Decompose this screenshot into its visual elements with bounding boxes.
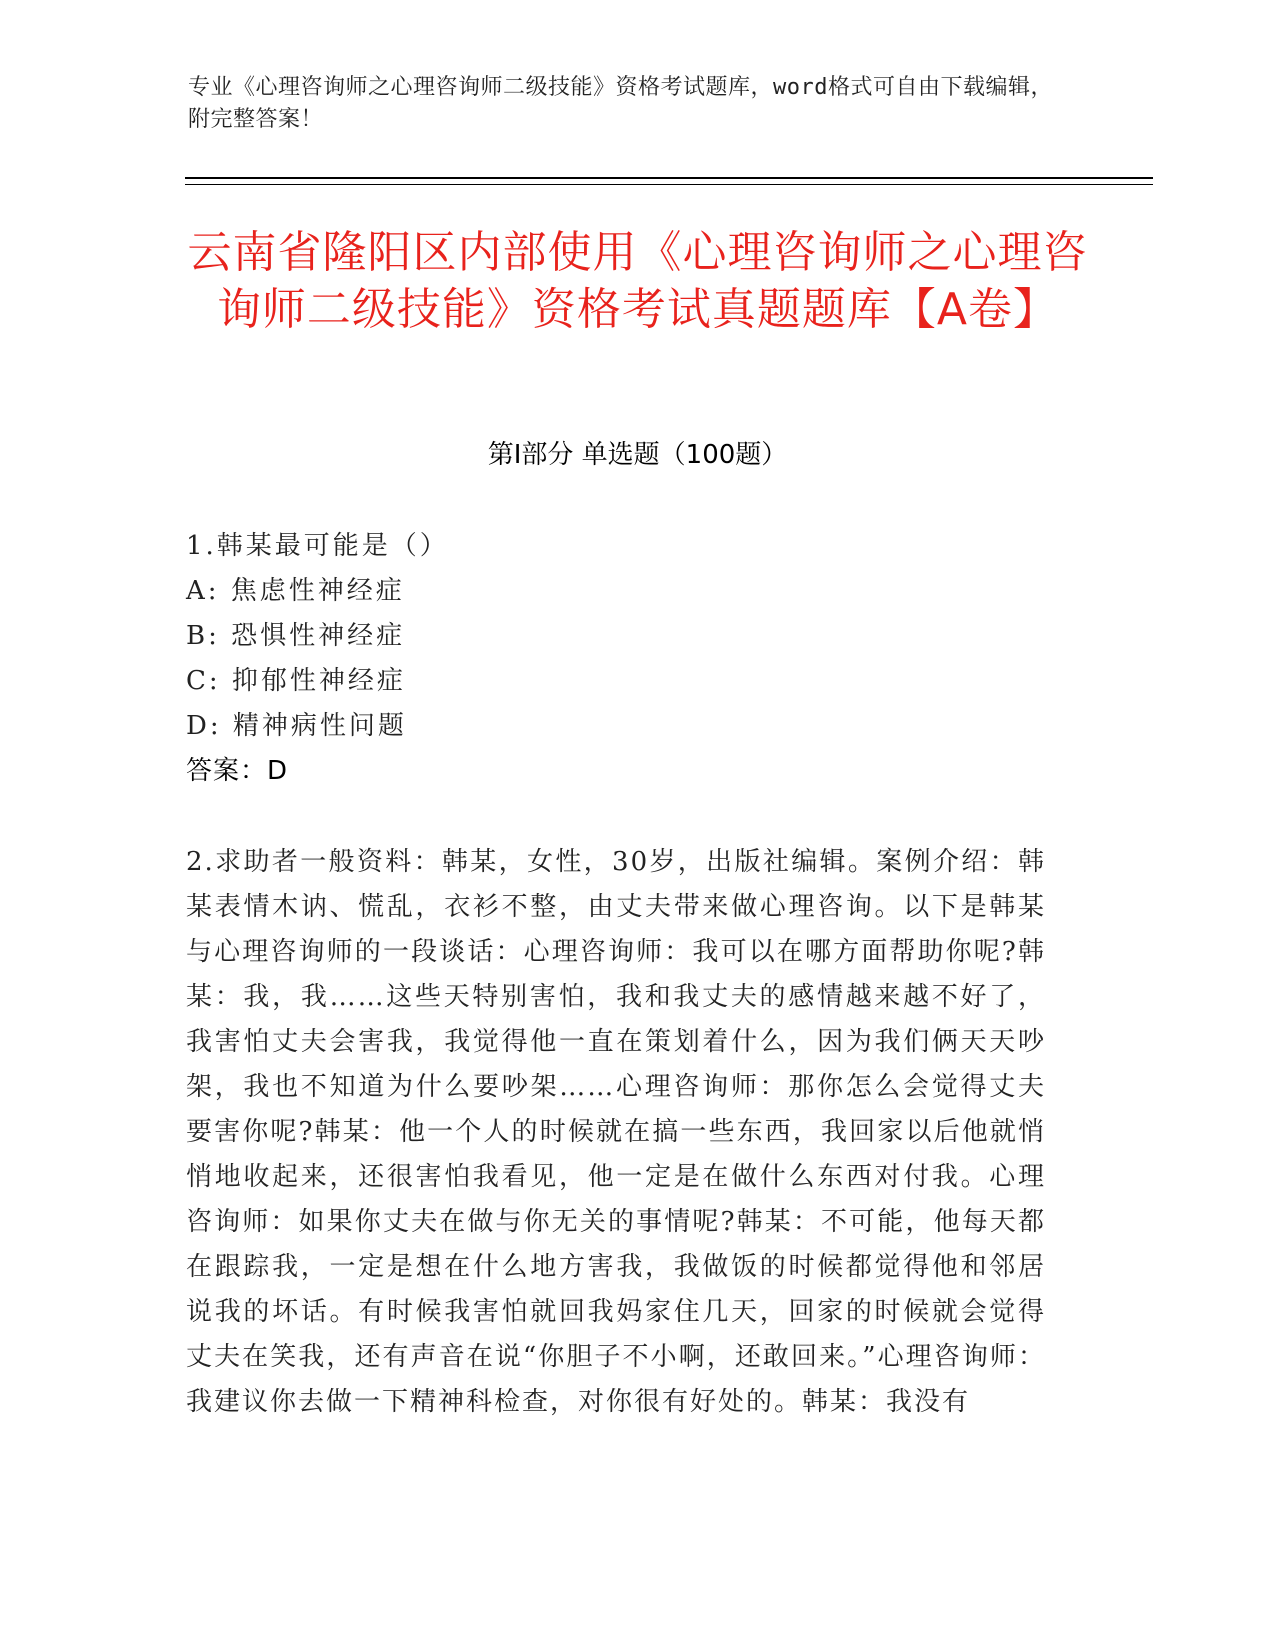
option-d: D: 精神病性问题	[186, 711, 407, 741]
question-2: 2.求助者一般资料：韩某，女性，30岁，出版社编辑。案例介绍：韩某表情木讷、慌乱，衣衫不整，由丈夫带来做心理咨询。以下是韩某与心理咨询师的一段谈话：心理咨询师：我可以在哪方面帮助你呢?韩某：我，我……这些天特别害怕，我和我丈夫的感情越来越不好了，我害怕丈夫会害我，我觉得他一直在策划着什么，因为我们俩天天吵架，我也不知道为什么要吵架……心理咨询师：那你怎么会觉得丈夫要害你呢?韩某：他一个人的时候就在搞一些东西，我回家以后他就悄悄地收起来，还很害怕我看见，他一定是在做什么东西对付我。心理咨询师：如果你丈夫在做与你无关的事情呢?韩某：不可能，他每天都在跟踪我，一定是想在什么地方害我，我做饭的时候都觉得他和邻居说我的坏话。有时候我害怕就回我妈家住几天，回家的时候就会觉得丈夫在笑我，还有声音在说“你胆子不小啊，还敢回来。”心理咨询师：我建议你去做一下精神科检查，对你很有好处的。韩某：我没有	[186, 847, 1046, 1417]
section-heading: 第Ⅰ部分 单选题（100题）	[487, 440, 788, 470]
option-a: A: 焦虑性神经症	[186, 576, 405, 606]
option-b: B: 恐惧性神经症	[186, 621, 406, 651]
question-1	[186, 524, 1046, 794]
answer-line: 答案：D	[186, 756, 289, 786]
option-c: C: 抑郁性神经症	[186, 666, 406, 696]
document-title: 云南省隆阳区内部使用《心理咨询师之心理咨询师二级技能》资格考试真题题库【A卷】	[187, 227, 1088, 335]
header-note: 专业《心理咨询师之心理咨询师二级技能》资格考试题库，word格式可自由下载编辑，附完整答案！	[188, 75, 1053, 132]
question-stem: 1.韩某最可能是（）	[186, 531, 449, 561]
header-rule-thin	[185, 184, 1153, 185]
header-rule-thick	[185, 177, 1153, 179]
